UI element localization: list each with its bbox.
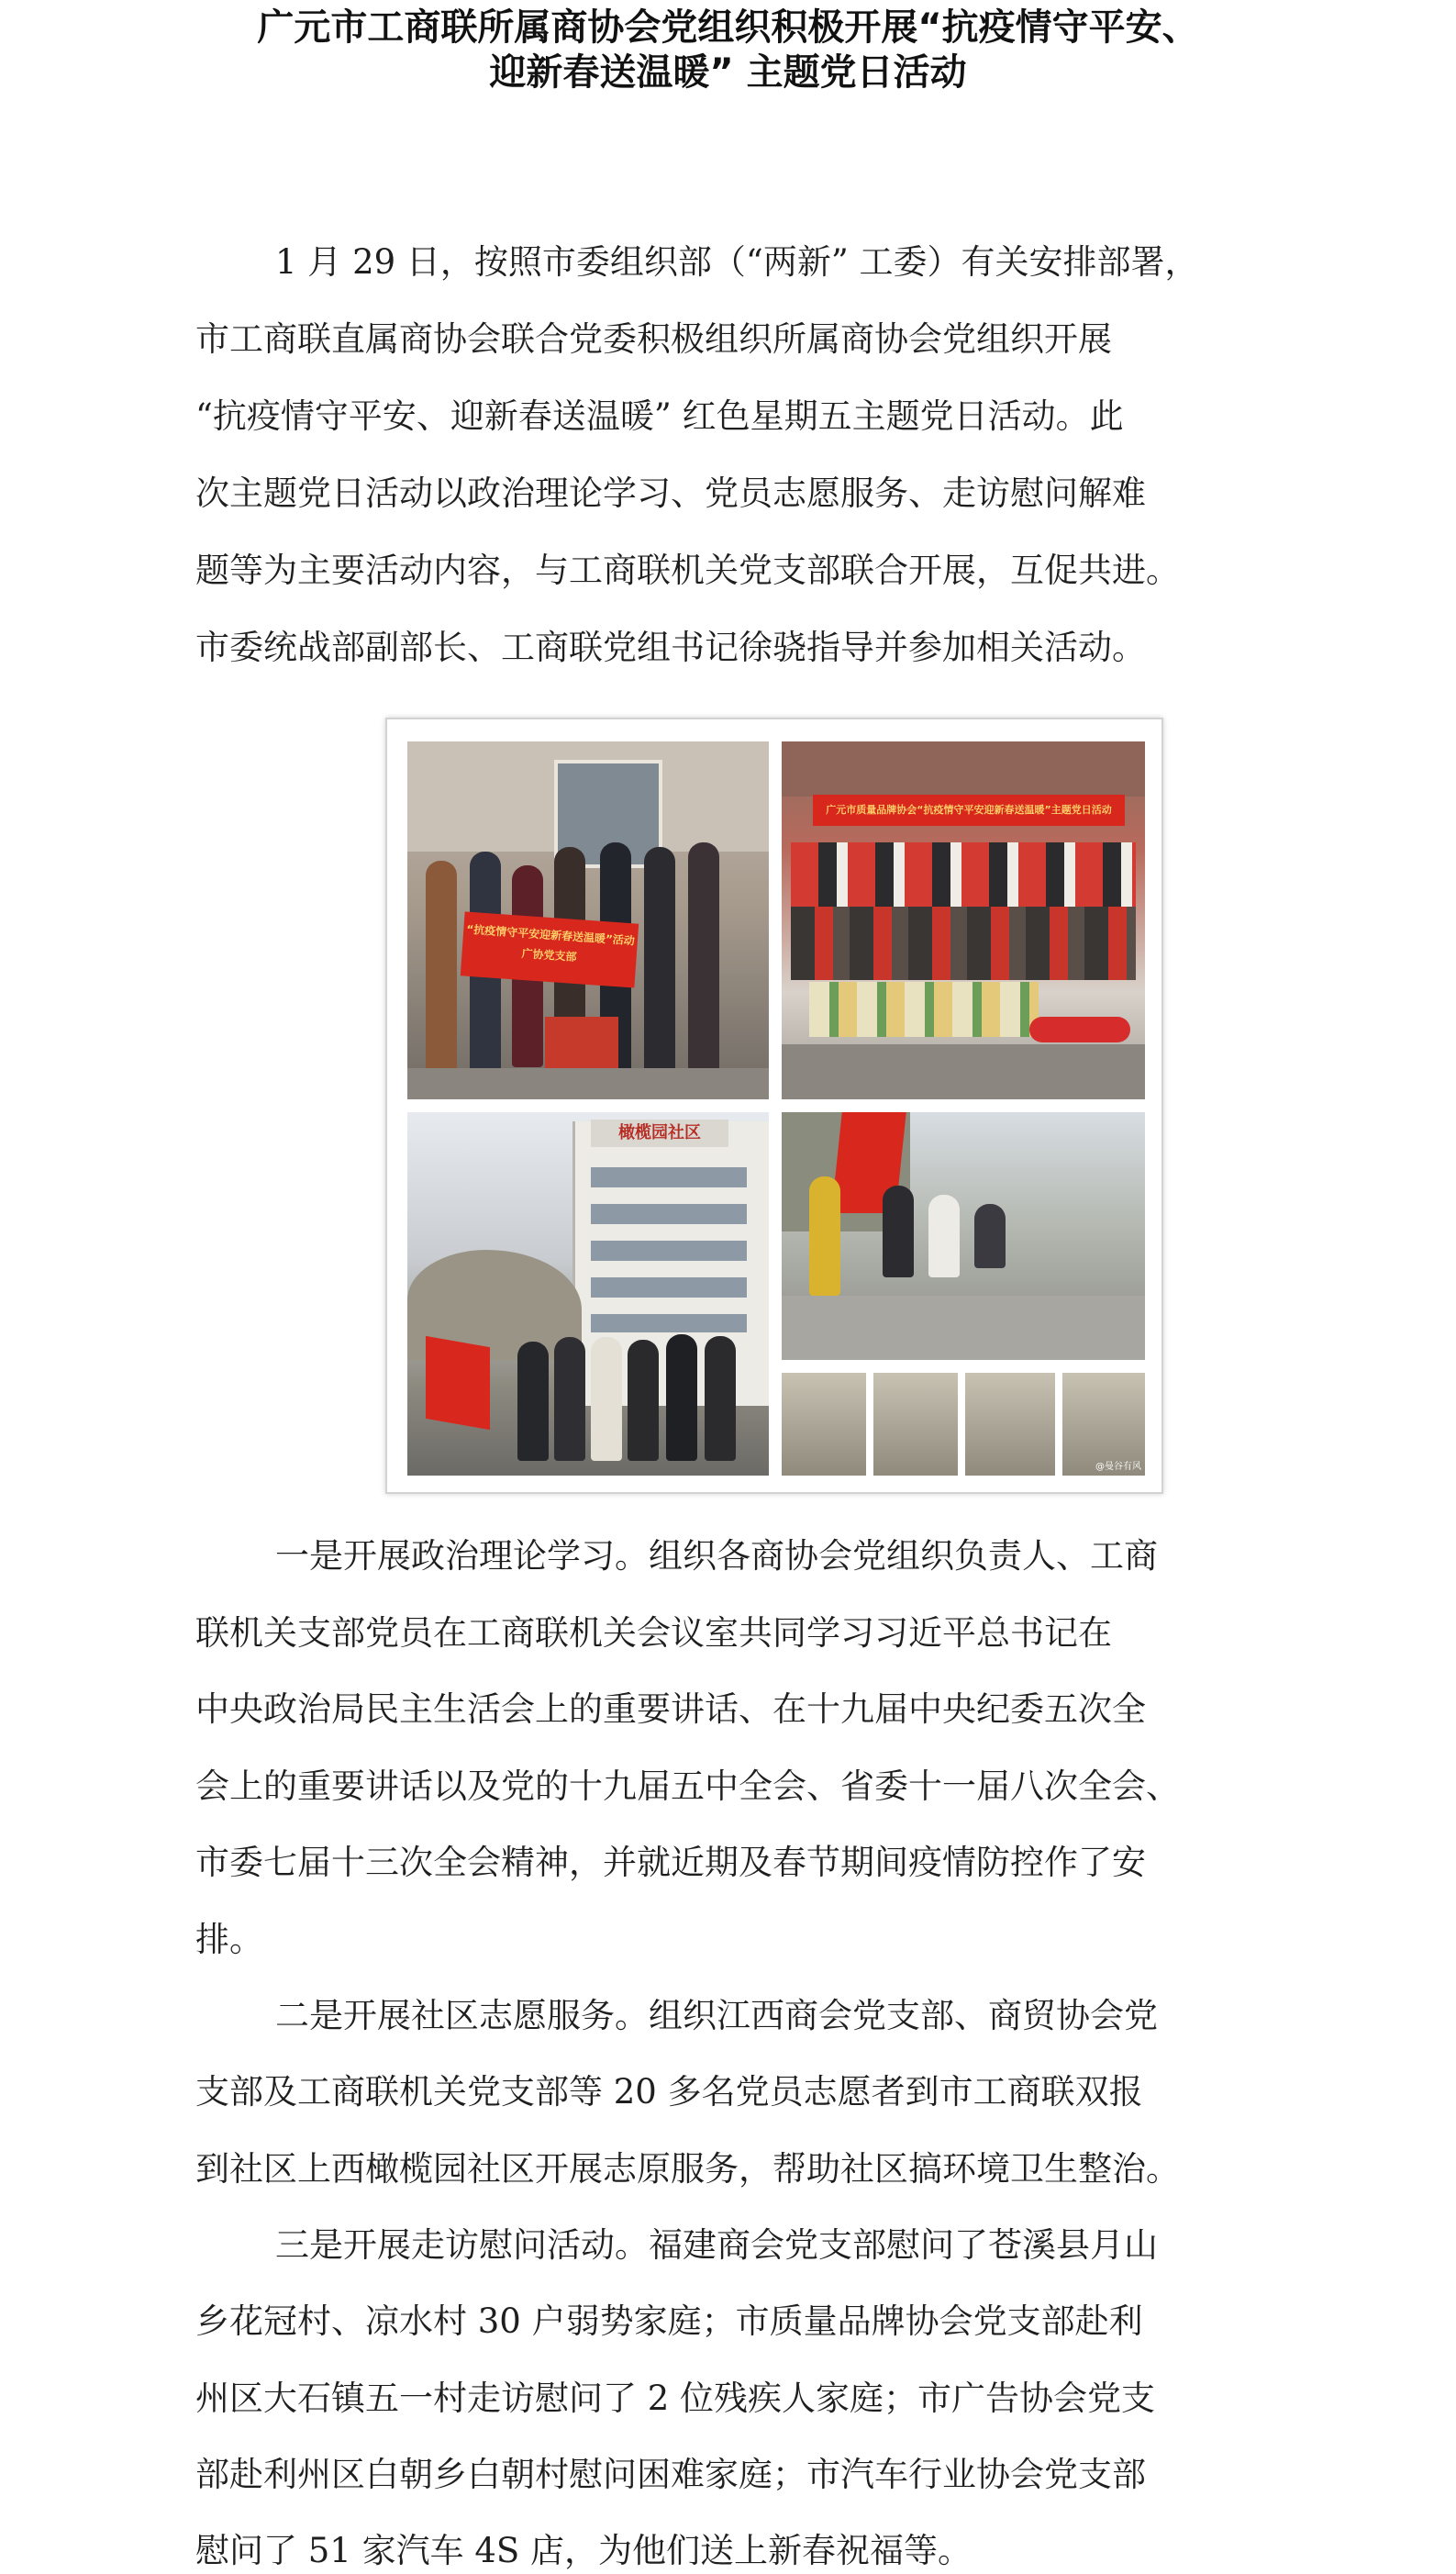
text-line: 支部及工商联机关党支部等 20 多名党员志愿者到市工商联双报 xyxy=(195,2072,1143,2112)
text-line: 市委七届十三次全会精神，并就近期及春节期间疫情防控作了安 xyxy=(195,1843,1146,1882)
text-line: 乡花冠村、凉水村 30 户弱势家庭；市质量品牌协会党支部赴利 xyxy=(195,2301,1143,2341)
text-line: 排。 xyxy=(195,1920,263,1959)
text-line: 到社区上西橄榄园社区开展志原服务，帮助社区搞环境卫生整治。 xyxy=(195,2149,1180,2189)
article-title-line-1: 广元市工商联所属商协会党组织积极开展“抗疫情守平安、 xyxy=(257,6,1199,49)
text-line: “抗疫情守平安、迎新春送温暖” 红色星期五主题党日活动。此 xyxy=(195,396,1124,436)
text-line: 题等为主要活动内容，与工商联机关党支部联合开展，互促共进。 xyxy=(195,551,1180,590)
photo-cleanup-3 xyxy=(965,1373,1055,1476)
photo-cleanup-1 xyxy=(782,1373,866,1476)
text-line: 二是开展社区志愿服务。组织江西商会党支部、商贸协会党 xyxy=(275,1996,1158,2035)
building-sign: 橄榄园社区 xyxy=(591,1120,728,1147)
photo-cleanup-4 xyxy=(1062,1373,1145,1476)
text-line: 一是开展政治理论学习。组织各商协会党组织负责人、工商 xyxy=(275,1536,1158,1576)
text-line: 部赴利州区白朝乡白朝村慰问困难家庭；市汽车行业协会党支部 xyxy=(195,2455,1146,2494)
text-line: 三是开展走访慰问活动。福建商会党支部慰问了苍溪县月山 xyxy=(275,2225,1158,2265)
photo-group-with-banner xyxy=(782,741,1145,1099)
text-line: 市工商联直属商协会联合党委积极组织所属商协会党组织开展 xyxy=(195,319,1112,359)
text-line: 联机关支部党员在工商联机关会议室共同学习习近平总书记在 xyxy=(195,1613,1112,1653)
text-line: 次主题党日活动以政治理论学习、党员志愿服务、走访慰问解难 xyxy=(195,474,1146,513)
banner-left-text: “抗疫情守平安迎新春送温暖”活动 xyxy=(465,922,636,948)
text-line: 慰问了 51 家汽车 4S 店，为他们送上新春祝福等。 xyxy=(195,2531,973,2570)
text-line: 会上的重要讲话以及党的十九届五中全会、省委十一届八次全会、 xyxy=(195,1766,1180,1806)
text-line: 市委统战部副部长、工商联党组书记徐骁指导并参加相关活动。 xyxy=(195,628,1146,667)
banner-right-text: 广元市质量品牌协会“抗疫情守平安迎新春送温暖”主题党日活动 xyxy=(813,795,1125,826)
photo-visit-group xyxy=(407,741,769,1099)
photo-flag-march xyxy=(782,1112,1145,1360)
photo-collage xyxy=(385,718,1163,1494)
text-line: 中央政治局民主生活会上的重要讲话、在十九届中央纪委五次全 xyxy=(195,1689,1146,1729)
photo-cleanup-2 xyxy=(873,1373,958,1476)
banner-left-subtext: 广协党支部 xyxy=(521,946,577,964)
text-line: 1 月 29 日，按照市委组织部（“两新” 工委）有关安排部署， xyxy=(275,242,1199,282)
photo-community-building xyxy=(407,1112,769,1476)
photo-watermark: @曼谷有风 xyxy=(1095,1462,1141,1472)
article-title-line-2: 迎新春送温暖” 主题党日活动 xyxy=(489,51,967,94)
text-line: 州区大石镇五一村走访慰问了 2 位残疾人家庭；市广告协会党支 xyxy=(195,2379,1156,2418)
